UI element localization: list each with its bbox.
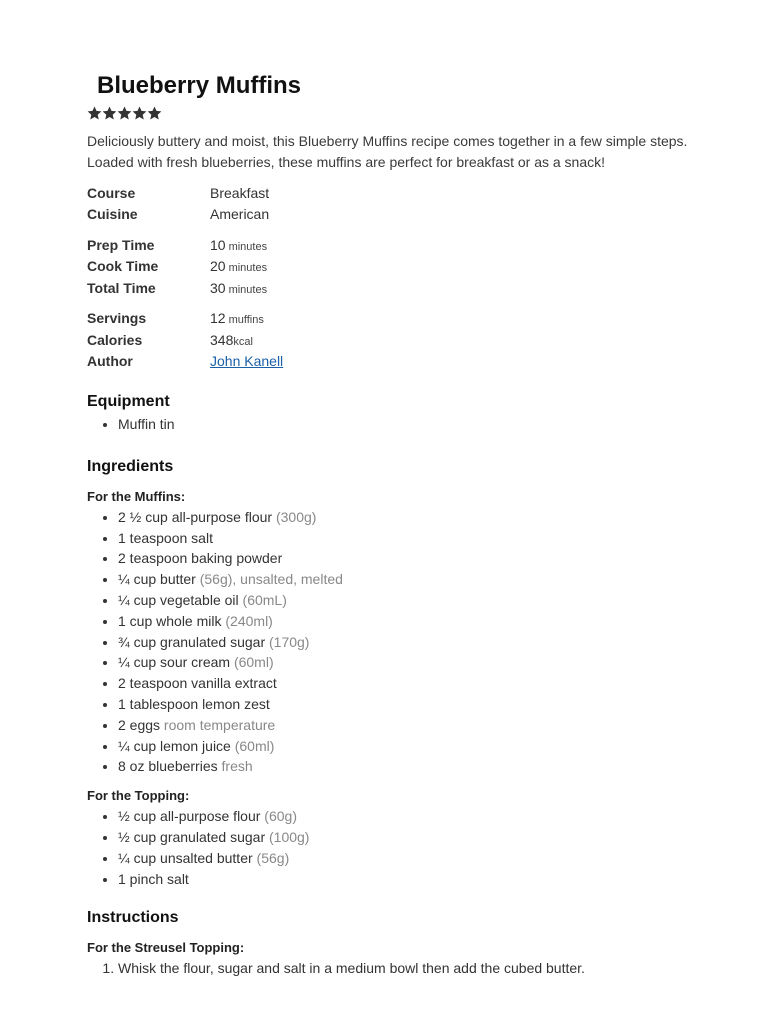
ingredient-main: ¼ cup sour cream xyxy=(118,654,231,671)
ingredient-note: (60ml) xyxy=(230,737,275,754)
ingredient-list xyxy=(87,806,707,889)
ingredient-note: (170g) xyxy=(265,633,310,650)
ingredient-item xyxy=(118,611,707,632)
ingredient-group-heading: For the Topping: xyxy=(87,788,190,804)
servings-unit: muffins xyxy=(228,314,264,327)
total-time-unit: minutes xyxy=(228,283,268,296)
recipe-title: Blueberry Muffins xyxy=(97,72,302,99)
meta-row-total-time xyxy=(87,277,707,299)
ingredient-note: (60ml) xyxy=(230,654,274,671)
ingredient-item xyxy=(118,548,707,569)
ingredient-main: 2 eggs xyxy=(118,716,161,733)
ingredient-item xyxy=(118,528,707,549)
recipe-meta xyxy=(87,182,707,372)
cuisine-label: Cuisine xyxy=(87,206,138,223)
ingredient-note: (60mL) xyxy=(238,591,287,608)
meta-row-cuisine xyxy=(87,204,707,226)
meta-row-cook-time xyxy=(87,256,707,278)
ingredient-main: 1 pinch salt xyxy=(118,870,189,887)
ingredient-note: (60g) xyxy=(260,808,297,825)
ingredient-item xyxy=(118,806,707,827)
ingredient-item xyxy=(118,827,707,848)
ingredient-item xyxy=(118,869,707,890)
ingredients-heading: Ingredients xyxy=(87,457,174,475)
ingredient-main: ¼ cup butter xyxy=(118,571,196,588)
ingredient-item xyxy=(118,590,707,611)
equipment-list xyxy=(87,414,707,435)
ingredient-note: fresh xyxy=(217,758,253,775)
servings-number: 12 xyxy=(210,310,226,327)
star-icon[interactable] xyxy=(87,105,102,121)
ingredient-main: ¼ cup lemon juice xyxy=(118,737,231,754)
meta-group-details xyxy=(87,308,707,373)
ingredient-group-heading: For the Muffins: xyxy=(87,488,186,504)
cook-time-number: 20 xyxy=(210,258,226,275)
ingredient-main: 2 teaspoon vanilla extract xyxy=(118,675,277,692)
calories-value xyxy=(210,332,253,348)
ingredient-note: (56g), unsalted, melted xyxy=(195,571,343,588)
ingredient-main: ¼ cup vegetable oil xyxy=(118,591,239,608)
meta-row-course xyxy=(87,182,707,204)
calories-label: Calories xyxy=(87,331,143,348)
instructions-heading: Instructions xyxy=(87,909,179,927)
ingredient-main: ¾ cup granulated sugar xyxy=(118,633,266,650)
ingredient-item xyxy=(118,652,707,673)
ingredient-groups xyxy=(87,487,707,890)
ingredient-main: 1 cup whole milk xyxy=(118,612,222,629)
ingredient-main: 8 oz blueberries xyxy=(118,758,218,775)
total-time-label: Total Time xyxy=(87,279,156,296)
ingredient-main: ¼ cup unsalted butter xyxy=(118,849,253,866)
ingredient-item xyxy=(118,736,707,757)
ingredient-main: ½ cup all-purpose flour xyxy=(118,808,261,825)
instruction-step: 1. Whisk the flour, sugar and salt in a medium bowl then add the cubed butter. xyxy=(118,958,707,979)
meta-group-times xyxy=(87,234,707,299)
star-icon[interactable] xyxy=(117,105,132,121)
servings-value xyxy=(210,310,264,326)
author-label: Author xyxy=(87,353,133,370)
meta-row-servings xyxy=(87,308,707,330)
star-icon[interactable] xyxy=(102,105,117,121)
calories-unit: kcal xyxy=(233,335,253,348)
ingredient-item xyxy=(118,848,707,869)
instruction-steps xyxy=(87,958,707,979)
ingredient-list xyxy=(87,507,707,777)
star-icon[interactable] xyxy=(147,105,162,121)
ingredient-note: (240ml) xyxy=(221,612,273,629)
ingredient-item xyxy=(118,632,707,653)
prep-time-number: 10 xyxy=(210,236,226,253)
total-time-value xyxy=(210,280,267,296)
ingredient-item xyxy=(118,569,707,590)
servings-label: Servings xyxy=(87,310,147,327)
ingredient-note: room temperature xyxy=(160,716,276,733)
course-value: Breakfast xyxy=(210,184,270,201)
star-icon[interactable] xyxy=(132,105,147,121)
calories-number: 348 xyxy=(210,331,234,348)
ingredient-item xyxy=(118,673,707,694)
recipe-summary: Deliciously buttery and moist, this Blueberry Muffins recipe comes together in a few simple steps. Loaded with fresh blueberries, these muffins are perfect for breakfast or as a snack! xyxy=(87,133,688,170)
ingredient-main: 1 teaspoon salt xyxy=(118,529,213,546)
meta-row-prep-time xyxy=(87,234,707,256)
course-label: Course xyxy=(87,184,136,201)
cook-time-unit: minutes xyxy=(228,262,268,275)
prep-time-label: Prep Time xyxy=(87,236,155,253)
prep-time-unit: minutes xyxy=(228,240,268,253)
author-link[interactable]: John Kanell xyxy=(210,353,284,370)
ingredient-item xyxy=(118,507,707,528)
cuisine-value: American xyxy=(210,206,270,223)
ingredient-note: (300g) xyxy=(272,508,317,525)
cook-time-label: Cook Time xyxy=(87,258,159,275)
ingredient-item xyxy=(118,694,707,715)
ingredient-item xyxy=(118,756,707,777)
rating-stars[interactable] xyxy=(87,105,707,125)
equipment-item: • Muffin tin xyxy=(118,414,707,435)
prep-time-value xyxy=(210,237,267,253)
meta-row-author xyxy=(87,351,707,373)
ingredient-main: 2 teaspoon baking powder xyxy=(118,550,283,567)
cook-time-value xyxy=(210,258,267,274)
meta-group-category xyxy=(87,182,707,225)
equipment-heading: Equipment xyxy=(87,393,170,410)
ingredient-note: (100g) xyxy=(265,828,310,845)
ingredient-main: ½ cup granulated sugar xyxy=(118,828,266,845)
ingredient-note: (56g) xyxy=(252,849,290,866)
total-time-number: 30 xyxy=(210,279,226,296)
instruction-group-heading: For the Streusel Topping: xyxy=(87,940,245,956)
ingredient-main: 1 tablespoon lemon zest xyxy=(118,695,270,712)
meta-row-calories xyxy=(87,329,707,351)
ingredient-main: 2 ½ cup all-purpose flour xyxy=(118,508,273,525)
ingredient-item xyxy=(118,715,707,736)
